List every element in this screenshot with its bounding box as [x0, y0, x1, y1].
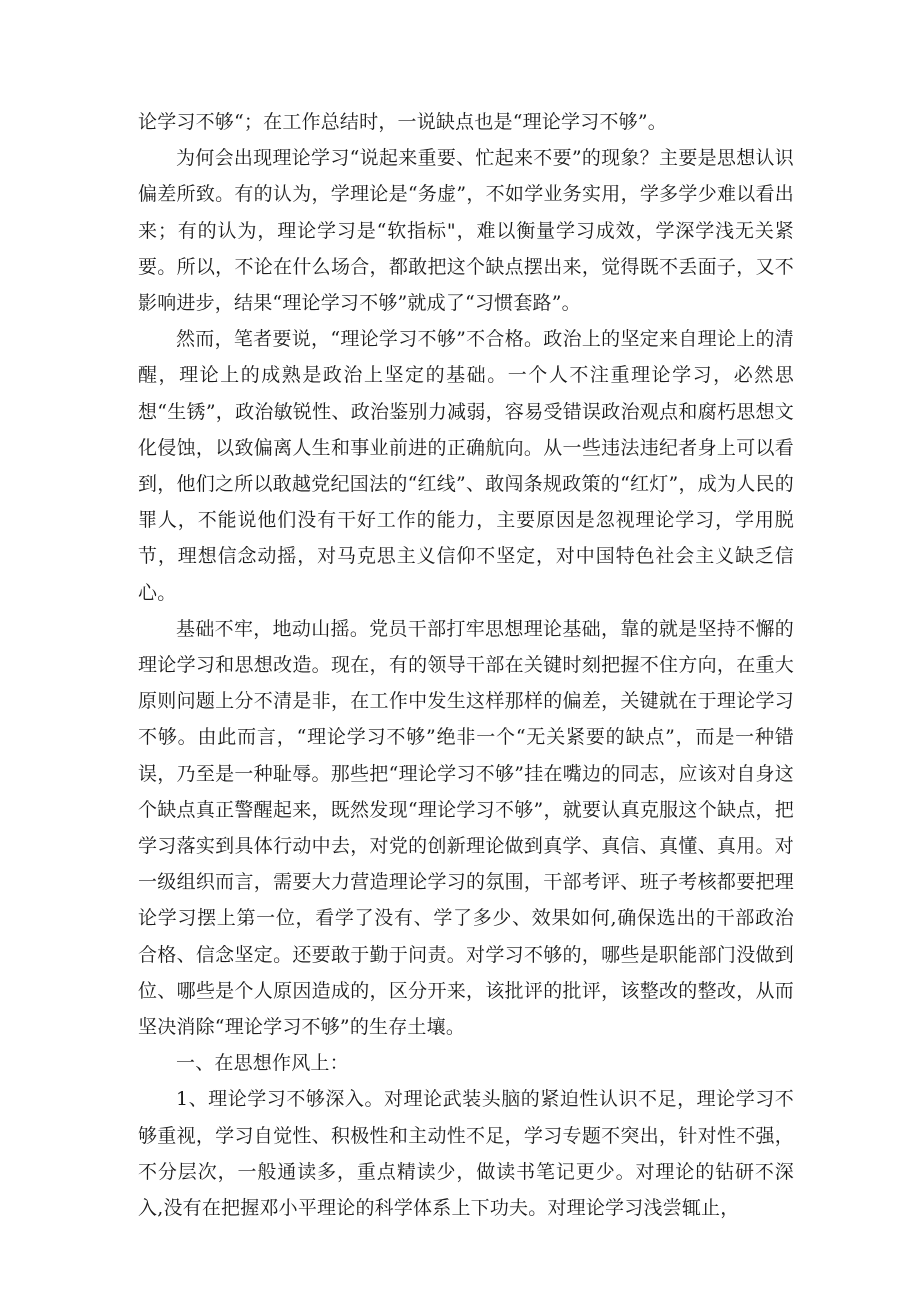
paragraph-2: 为何会出现理论学习“说起来重要、忙起来不要”的现象？主要是思想认识偏差所致。有的认为，学理论是“务虚”，不如学业务实用，学多学少难以看出来；有的认为，理论学习是“软指标"，难以衡量学习成效，学深学浅无关紧要。所以，不论在什么场合，都敢把这个缺点摆出来，觉得既不丢面子，又不影响进步，结果“理论学习不够”就成了“习惯套路”。: [138, 147, 794, 315]
paragraph-3: 然而，笔者要说，“理论学习不够”不合格。政治上的坚定来自理论上的清醒，理论上的成熟是政治上坚定的基础。一个人不注重理论学习，必然思想“生锈”，政治敏锐性、政治鉴别力减弱，容易受错误政治观点和腐朽思想文化侵蚀，以致偏离人生和事业前进的正确航向。从一些违法违纪者身上可以看到，他们之所以敢越党纪国法的“红线”、敢闯条规政策的“红灯”，成为人民的罪人，不能说他们没有干好工作的能力，主要原因是忽视理论学习，学用脱节，理想信念动摇，对马克思主义信仰不坚定，对中国特色社会主义缺乏信心。: [138, 328, 794, 604]
paragraph-5: 1、理论学习不够深入。对理论武装头脑的紧迫性认识不足，理论学习不够重视，学习自觉性、积极性和主动性不足，学习专题不突出，针对性不强，不分层次，一般通读多，重点精读少，做读书笔记更少。对理论的钻研不深入,没有在把握邓小平理论的科学体系上下功夫。对理论学习浅尝辄止，: [138, 1088, 794, 1220]
document-page: [138, 104, 794, 1226]
section-heading: 一、在思想作风上：: [176, 1052, 349, 1075]
paragraph-4: 基础不牢，地动山摇。党员干部打牢思想理论基础，靠的就是坚持不懈的理论学习和思想改造。现在，有的领导干部在关键时刻把握不住方向，在重大原则问题上分不清是非，在工作中发生这样那样的偏差，关键就在于理论学习不够。由此而言，“理论学习不够”绝非一个“无关紧要的缺点”，而是一种错误，乃至是一种耻辱。那些把“理论学习不够”挂在嘴边的同志，应该对自身这个缺点真正警醒起来，既然发现“理论学习不够”，就要认真克服这个缺点，把学习落实到具体行动中去，对党的创新理论做到真学、真信、真懂、真用。对一级组织而言，需要大力营造理论学习的氛围，干部考评、班子考核都要把理论学习摆上第一位，看学了没有、学了多少、效果如何,确保选出的干部政治合格、信念坚定。还要敢于勤于问责。对学习不够的，哪些是职能部门没做到位、哪些是个人原因造成的，区分开来，该批评的批评，该整改的整改，从而坚决消除“理论学习不够”的生存土壤。: [138, 617, 794, 1039]
paragraph-1: 论学习不够“；在工作总结时，一说缺点也是“理论学习不够”。: [138, 111, 667, 133]
